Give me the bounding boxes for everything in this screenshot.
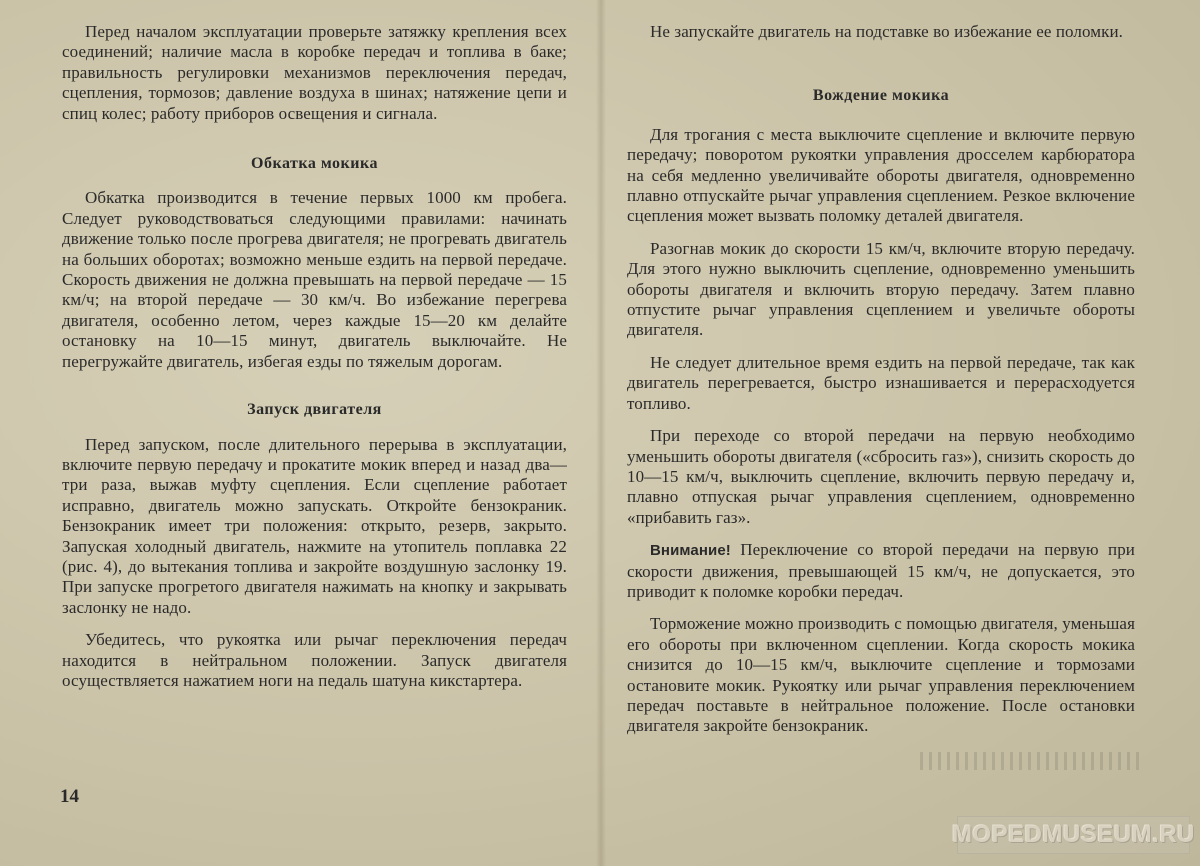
section-heading-engine-start: Запуск двигателя — [247, 401, 382, 419]
right-column — [627, 22, 1135, 749]
left-column — [62, 22, 567, 703]
watermark — [952, 816, 1196, 854]
paragraph-braking: Торможение можно производить с помощью двигателя, уменьшая его обороты при включенном сцеплении. Когда скорость мокика снизится до 10—15 км/ч, выключите сцепление и тормозами остановите мокик. Рукоятку или рычаг управления переключением передач поставьте в нейтральное положение. После остановки двигателя закройте бензокраник. — [627, 614, 1135, 736]
warning-paragraph — [627, 540, 1135, 602]
paragraph-break-in: Обкатка производится в течение первых 1000 км пробега. Следует руководствоваться следующими правилами: начинать движение только после прогрева двигателя; не прогревать двигатель на больших оборотах; возможно меньше ездить на первой передаче. Скорость движения не должна превышать на первой передаче — 15 км/ч; на второй передаче — 30 км/ч. Во избежание перегрева двигателя, особенно летом, через каждые 15—20 км делайте остановку на 10—15 минут, двигатель выключайте. Не перегружайте двигатель, избегая езды по тяжелым дорогам. — [62, 188, 567, 371]
warning-text: Переключение со второй передачи на первую при скорости движения, превышающей 15 км/ч, не допускается, это приводит к поломке коробки передач. — [627, 540, 1135, 601]
paragraph-engine-start-1: Перед запуском, после длительного перерыва в эксплуатации, включите первую передачу и прокатите мокик вперед и назад два—три раза, выжав муфту сцепления. Если сцепление работает исправно, двигатель можно запускать. Откройте бензокраник. Бензокраник имеет три положения: открыто, резерв, закрыто. Запуская холодный двигатель, нажмите на утопитель поплавка 22 (рис. 4), до вытекания топлива и закройте воздушную заслонку 19. При запуске прогретого двигателя нажимать на кнопку и закрывать заслонку не надо. — [62, 434, 567, 617]
paragraph-riding-4: При переходе со второй передачи на первую необходимо уменьшить обороты двигателя («сбросить газ»), снизить скорость до 10—15 км/ч, выключить сцепление, включить первую передачу и, плавно отпуская рычаг управления сцеплением, одновременно «прибавить газ». — [627, 426, 1135, 527]
paragraph-riding-2: Разогнав мокик до скорости 15 км/ч, включите вторую передачу. Для этого нужно выключить сцепление, одновременно уменьшить обороты двигателя и включить вторую передачу. Затем плавно отпустите рычаг управления сцеплением и увеличьте обороты двигателя. — [627, 238, 1135, 340]
section-heading-break-in: Обкатка мокика — [251, 155, 378, 173]
paragraph-riding-1: Для трогания с места выключите сцепление и включите первую передачу; поворотом рукоятки управления дросселем карбюратора на себя медленно увеличивайте обороты двигателя, одновременно плавно отпускайте рычаг управления сцеплением. Резкое включение сцепления может вызвать поломку деталей двигателя. — [627, 124, 1135, 226]
watermark-text: MOPEDMUSEUM.RU — [952, 821, 1196, 848]
section-heading-riding: Вождение мокика — [812, 87, 950, 105]
print-smudge — [920, 752, 1140, 770]
intro-paragraph: Перед началом эксплуатации проверьте затяжку крепления всех соединений; наличие масла в коробке передач и топлива в баке; правильность регулировки механизмов переключения передач, сцепления, тормозов; давление воздуха в шинах; натяжение цепи и спиц колес; работу приборов освещения и сигнала. — [62, 22, 567, 123]
warning-label: Внимание! — [650, 542, 731, 560]
paragraph-engine-start-2: Убедитесь, что рукоятка или рычаг переключения передач находится в нейтральном положении. Запуск двигателя осуществляется нажатием ноги на педаль шатуна кикстартера. — [62, 630, 567, 690]
paragraph-riding-3: Не следует длительное время ездить на первой передаче, так как двигатель перегревается, быстро изнашивается и перерасходуется топливо. — [627, 352, 1135, 413]
right-page — [600, 0, 1200, 866]
intro-paragraph-stand: Не запускайте двигатель на подставке во избежание ее поломки. — [650, 22, 1124, 41]
page-number: 14 — [60, 786, 79, 807]
